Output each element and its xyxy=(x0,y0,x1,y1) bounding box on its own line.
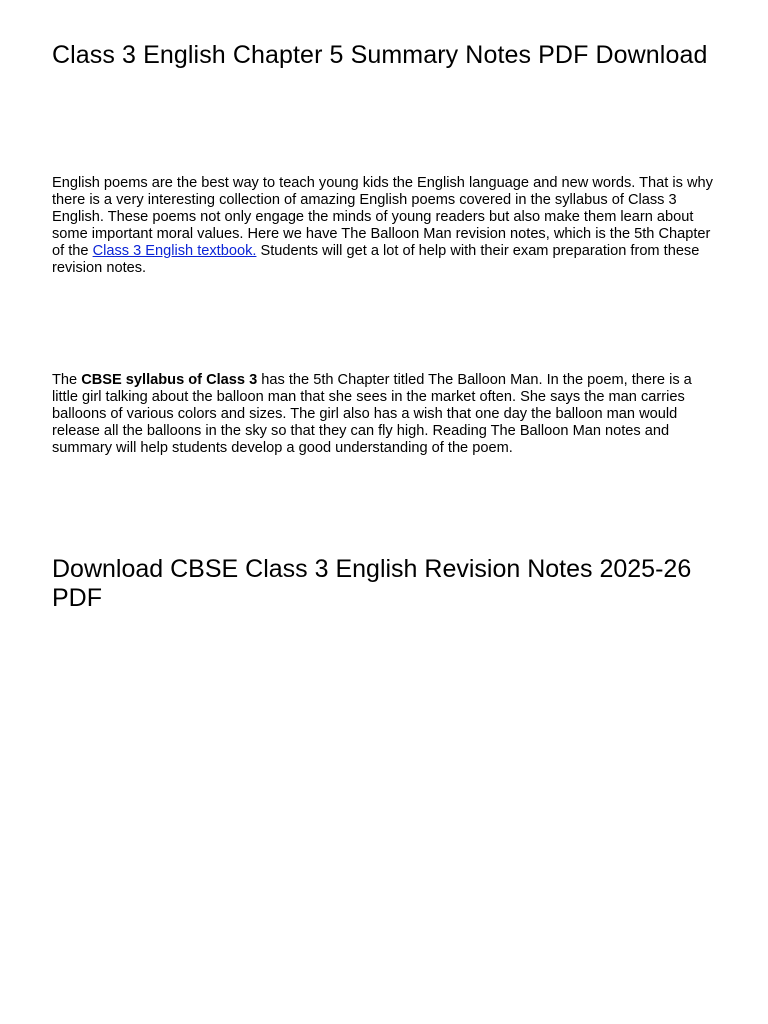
class3-english-textbook-link[interactable]: Class 3 English textbook. xyxy=(92,243,257,259)
chapter-summary-paragraph xyxy=(52,372,718,457)
intro-text-end: Students will get a lot of help with their exam preparation from these revision notes. xyxy=(52,243,700,276)
download-section-heading: Download CBSE Class 3 English Revision Notes 2025-26 PDF xyxy=(52,555,692,612)
cbse-syllabus-bold-text: CBSE syllabus of Class 3 xyxy=(81,372,258,388)
page-title: Class 3 English Chapter 5 Summary Notes PDF Download xyxy=(52,41,708,69)
summary-text-start: The xyxy=(52,372,82,388)
intro-text-start: English poems are the best way to teach young kids the English language and new words. That is why there is a very interesting collection of amazing English poems covered in the syllabus of Class 3 English. These poems not only engage the minds of young readers but also make them learn about some important moral values. Here we have The Balloon Man revision notes, which is the 5th Chapter of the xyxy=(52,175,713,259)
intro-paragraph xyxy=(52,175,718,277)
summary-text-end: has the 5th Chapter titled The Balloon Man. In the poem, there is a little girl talking about the balloon man that she sees in the market often. She says the man carries balloons of various colors and sizes. The girl also has a wish that one day the balloon man would release all the balloons in the sky so that they can fly high. Reading The Balloon Man notes and summary will help students develop a good understanding of the poem. xyxy=(52,372,692,456)
